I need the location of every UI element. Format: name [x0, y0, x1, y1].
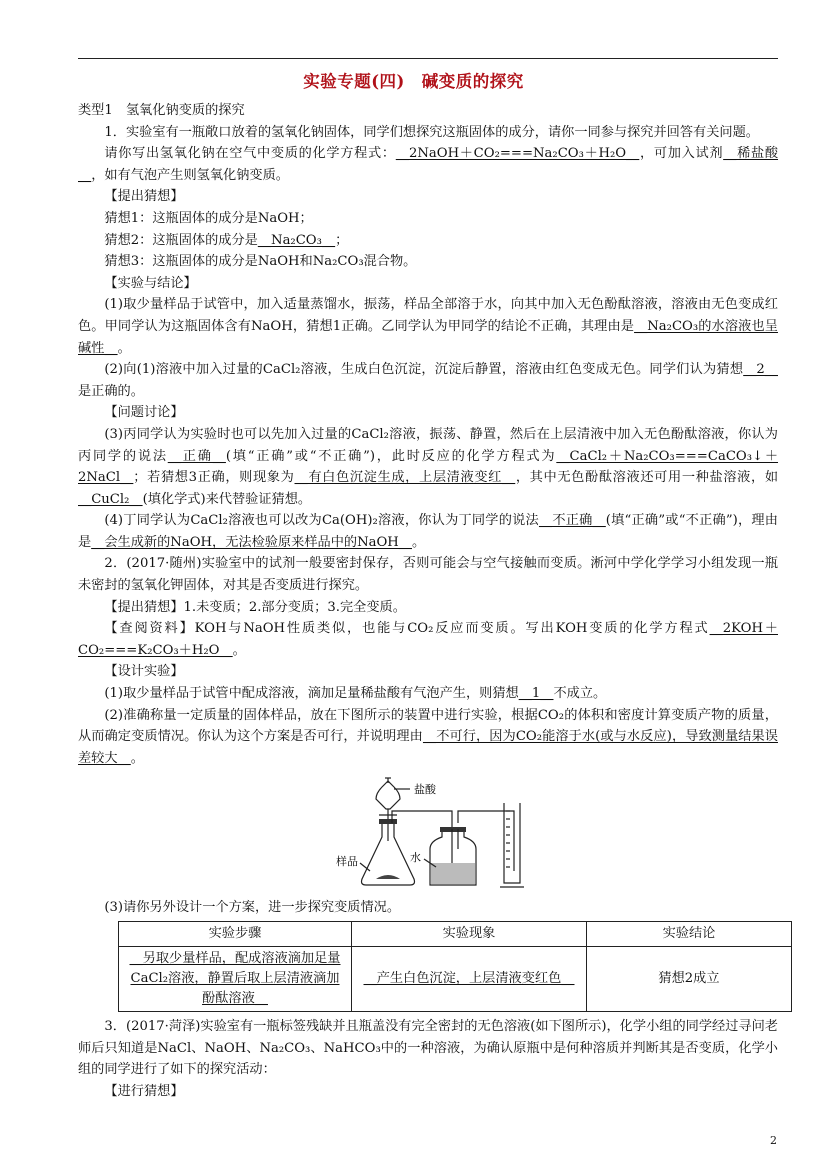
table-cell-step — [119, 947, 352, 1012]
q1-experiment-heading: 【实验与结论】 — [104, 275, 197, 291]
q1-p3-answer-d: __CuCl₂__ — [78, 491, 143, 507]
q1-p3-text-d: ，其中无色酚酞溶液还可用一种盐溶液，如 — [515, 470, 779, 486]
experiment-table — [118, 921, 792, 1012]
q2-lit-answer: __2KOH＋CO₂===K₂CO₃＋H₂O__ — [78, 621, 778, 658]
type1-heading-text: 类型1 氢氧化钠变质的探究 — [78, 103, 245, 118]
table-phenomenon-answer: __产生白色沉淀，上层清液变红色__ — [363, 971, 575, 986]
q2-lit-suffix: 。 — [232, 642, 246, 658]
table-cell-conclusion: 猜想2成立 — [587, 947, 792, 1012]
q2-d1-answer: __1__ — [518, 686, 554, 702]
q1-p4-text-a: (4)丁同学认为CaCl₂溶液也可以改为Ca(OH)₂溶液，你认为丁同学的说法 — [104, 513, 539, 529]
document-body — [78, 100, 778, 1102]
q1-part-4 — [78, 510, 778, 553]
q1-p3-text-c: ；若猜想3正确，则现象为 — [133, 470, 295, 486]
q1-discussion-heading: 【问题讨论】 — [104, 405, 184, 421]
q1-p1-suffix: 。 — [117, 340, 131, 356]
q1-part-3 — [78, 424, 778, 510]
q1-p4-text-b: (填“正确”或“不正确”)，理由是 — [78, 513, 778, 550]
table-header-phenomenon: 实验现象 — [352, 922, 587, 947]
q1-p3-text-b: (填“正确”或“不正确”)，此时反应的化学方程式为 — [225, 448, 557, 464]
table-header-row — [119, 922, 792, 947]
q2-d1-suffix: 不成立。 — [553, 686, 607, 702]
separatory-funnel — [376, 781, 400, 809]
q2-intro: 2．(2017·随州)实验室中的试剂一般要密封保存，否则可能会与空气接触而变质。淅河中学化学学习小组发现一瓶未密封的氢氧化钾固体，对其是否变质进行探究。 — [78, 556, 778, 594]
q1-guess2-prefix: 猜想2：这瓶固体的成分是 — [104, 232, 258, 248]
q1-p1-answer: __Na₂CO₃的水溶液也呈碱性__ — [78, 318, 778, 356]
q1-p3-text-e: (填化学式)来代替验证猜想。 — [142, 491, 312, 507]
q1-guess-2 — [78, 230, 778, 252]
q1-equation-answer: __2NaOH＋CO₂===Na₂CO₃＋H₂O__ — [395, 146, 640, 162]
q2-d2-suffix: 。 — [130, 750, 144, 766]
q2-d1-text: (1)取少量样品于试管中配成溶液，滴加足量稀盐酸有气泡产生，则猜想 — [104, 686, 519, 702]
table-cell-phenomenon — [352, 947, 587, 1012]
q1-p3-answer-a: __正确__ — [167, 448, 226, 464]
q1-equation-line — [78, 143, 778, 186]
q3-guess-heading: 【进行猜想】 — [104, 1083, 184, 1099]
q1-reagent-suffix: ，如有气泡产生则氢氧化钠变质。 — [91, 167, 289, 183]
q1-guess2-suffix: ； — [335, 232, 349, 248]
page-number: 2 — [770, 1134, 777, 1147]
label-water: 水 — [410, 852, 421, 865]
q1-p2-text: (2)向(1)溶液中加入过量的CaCl₂溶液，生成白色沉淀，沉淀后静置，溶液由红色变成无色。同学们认为猜想 — [104, 362, 744, 378]
q1-equation-prefix: 请你写出氢氧化钠在空气中变质的化学方程式： — [104, 146, 396, 162]
q1-part-2 — [78, 359, 778, 402]
q2-design-3: (3)请你另外设计一个方案，进一步探究变质情况。 — [104, 900, 401, 916]
q2-lit-text: 【查阅资料】KOH与NaOH性质类似，也能与CO₂反应而变质。写出KOH变质的化学方程式 — [104, 621, 710, 637]
table-step-answer: __另取少量样品，配成溶液滴加足量CaCl₂溶液，静置后取上层清液滴加酚酞溶液__ — [129, 951, 341, 1006]
q1-p3-answer-b: __CaCl₂＋Na₂CO₃===CaCO₃↓＋2NaCl__ — [78, 448, 779, 486]
q1-p1-text: (1)取少量样品于试管中，加入适量蒸馏水，振荡，样品全部溶于水，向其中加入无色酚酞溶液，溶液由无色变成红色。甲同学认为这瓶固体含有NaOH，猜想1正确。乙同学认为甲同学的结论不正确，其理由是 — [78, 297, 778, 334]
q1-p4-suffix: 。 — [412, 534, 426, 550]
q2-d2-answer: __不可行，因为CO₂能溶于水(或与水反应)，导致测量结果误差较大__ — [78, 729, 778, 766]
q2-design-1 — [78, 683, 778, 705]
q1-reagent-prefix: ，可加入试剂 — [639, 146, 724, 162]
q1-part-1 — [78, 294, 778, 359]
q2-d2-text: (2)准确称量一定质量的固体样品，放在下图所示的装置中进行实验，根据CO₂的体积和密度计算变质产物的质量，从而确定变质情况。你认为这个方案是否可行，并说明理由 — [78, 707, 778, 745]
type1-heading — [78, 100, 778, 122]
q1-intro: 1．实验室有一瓶敞口放着的氢氧化钠固体，同学们想探究这瓶固体的成分，请你一同参与探究并回答有关问题。 — [104, 124, 759, 140]
q1-p4-answer-a: __不正确__ — [538, 513, 606, 529]
q1-p3-text-a: (3)丙同学认为实验时也可以先加入过量的CaCl₂溶液，振荡、静置，然后在上层清液中加入无色酚酞溶液，你认为丙同学的说法 — [78, 426, 778, 464]
q2-literature — [78, 618, 778, 661]
table-header-step: 实验步骤 — [119, 922, 352, 947]
q1-guess-3: 猜想3：这瓶固体的成分是NaOH和Na₂CO₃混合物。 — [104, 254, 417, 270]
table-header-conclusion: 实验结论 — [587, 922, 792, 947]
q1-guess2-answer: __Na₂CO₃__ — [257, 232, 336, 248]
q1-p2-suffix: 是正确的。 — [78, 383, 144, 399]
q1-guess-1: 猜想1：这瓶固体的成分是NaOH； — [104, 210, 313, 226]
label-sample: 样品 — [336, 856, 358, 869]
q2-hypothesis: 【提出猜想】1.未变质；2.部分变质；3.完全变质。 — [104, 599, 406, 615]
label-hydrochloric-acid: 盐酸 — [414, 784, 436, 797]
q1-p4-answer-b: __会生成新的NaOH，无法检验原来样品中的NaOH__ — [91, 534, 412, 550]
top-rule — [78, 58, 778, 59]
q1-hypothesis-heading: 【提出猜想】 — [104, 189, 184, 205]
page-title: 实验专题(四) 碱变质的探究 — [303, 72, 524, 91]
q1-reagent-answer: __稀盐酸__ — [78, 146, 779, 183]
table-row — [119, 947, 792, 1012]
q2-design-heading: 【设计实验】 — [104, 664, 184, 680]
q3-intro: 3．(2017·菏泽)实验室有一瓶标签残缺并且瓶盖没有完全密封的无色溶液(如下图所示)，化学小组的同学经过寻问老师后只知道是NaCl、NaOH、Na₂CO₃、NaHCO₃中的一种溶液，为确认原瓶中是何种溶质并判断其是否变质，化学小组的同学进行了如下的探究活动： — [78, 1019, 778, 1078]
apparatus-figure — [330, 775, 610, 893]
q1-p2-answer: __2__ — [743, 362, 778, 378]
q2-design-2 — [78, 705, 778, 770]
q1-p3-answer-c: __有白色沉淀生成，上层清液变红__ — [294, 470, 516, 486]
